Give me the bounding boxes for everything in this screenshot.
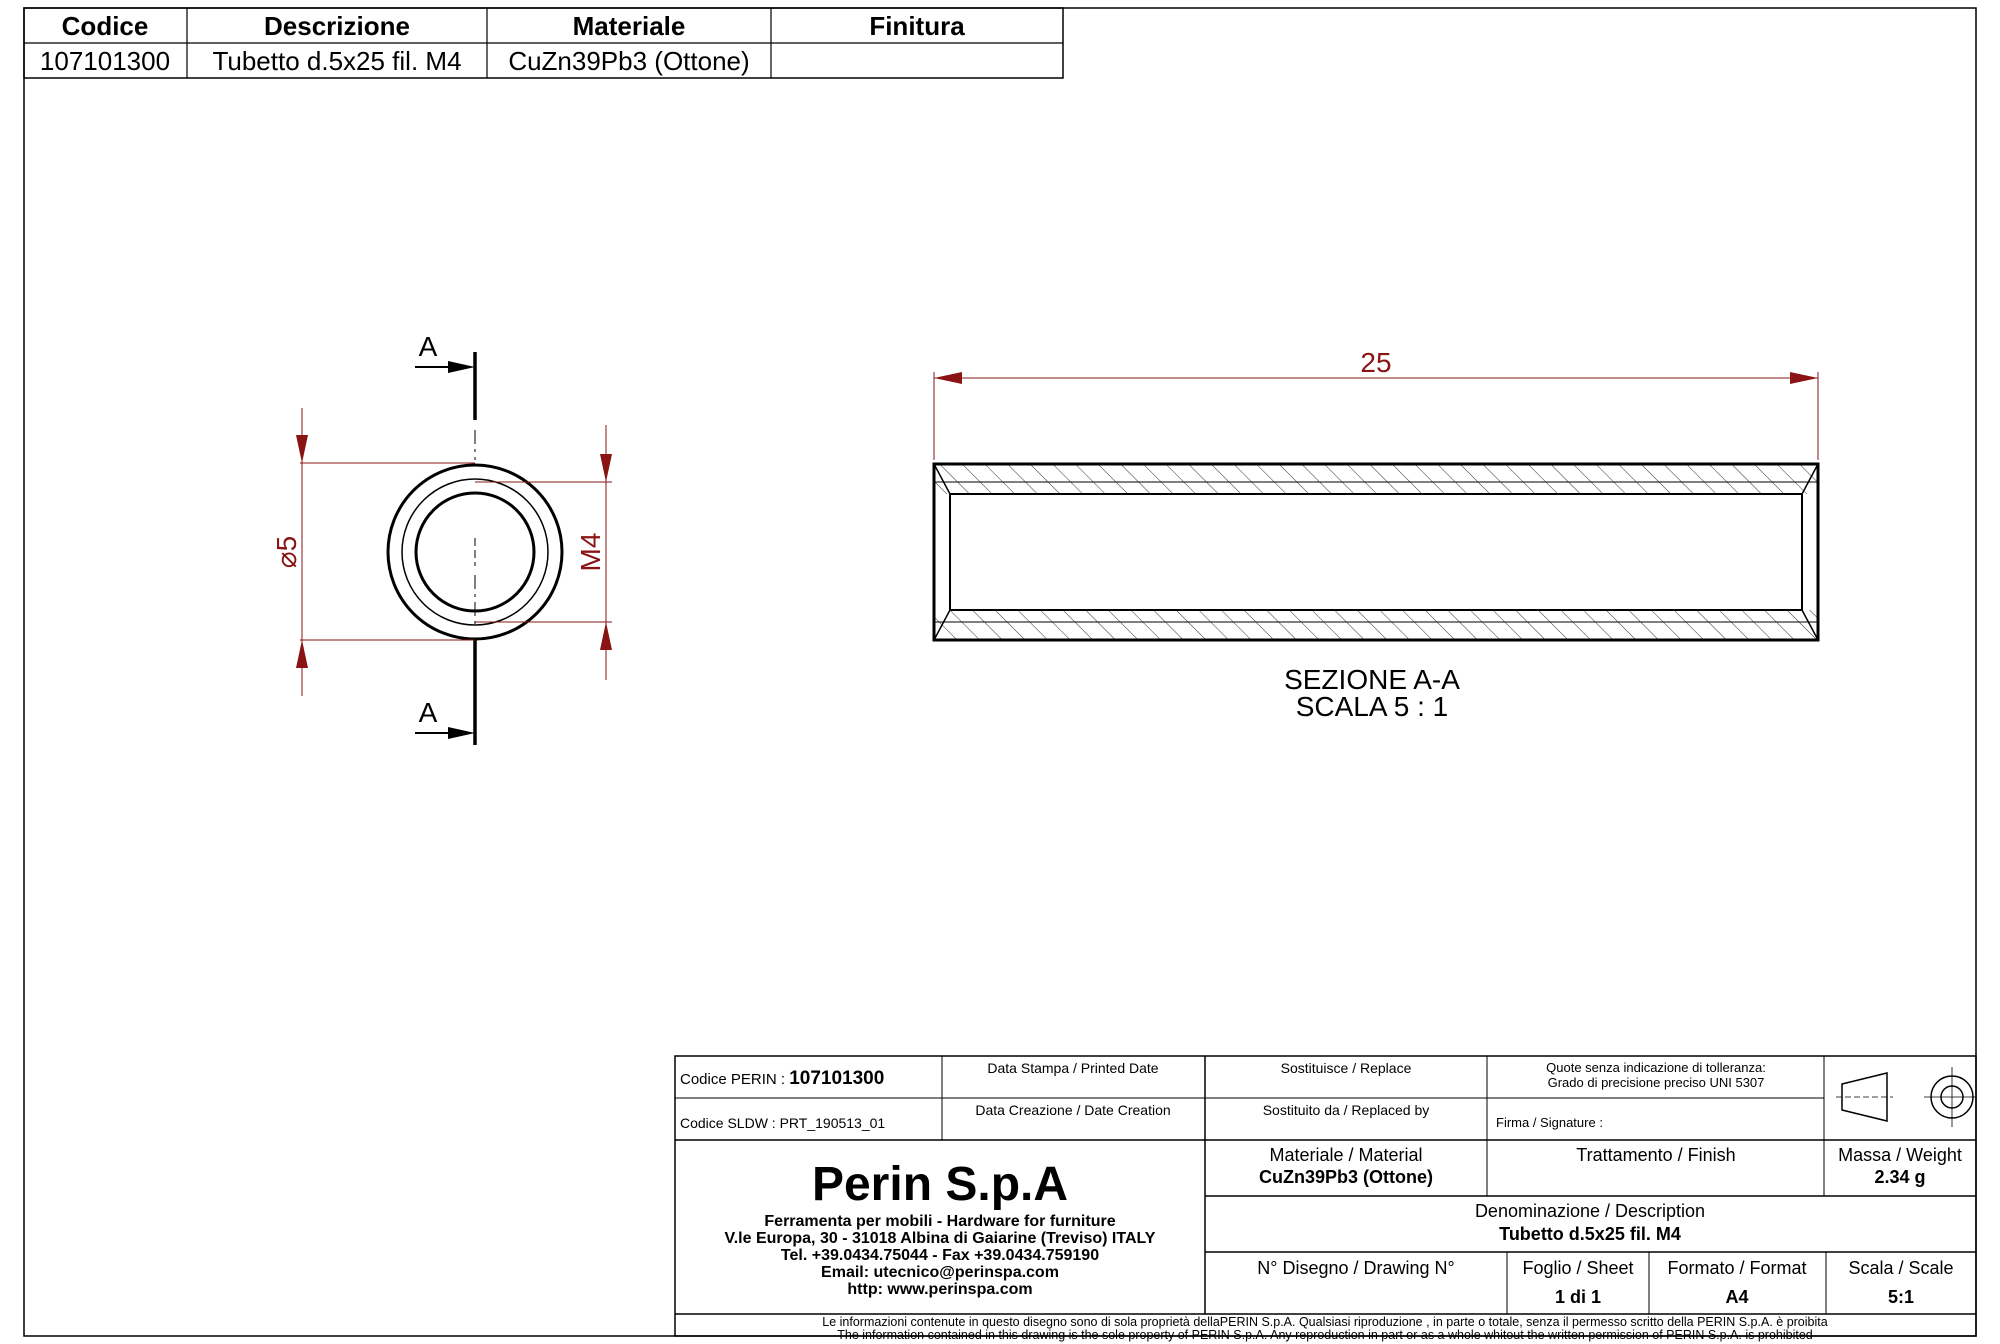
company-line3: Tel. +39.0434.75044 - Fax +39.0434.759190	[780, 1247, 1100, 1264]
disclaimer-en: The information contained in this drawing is the sole property of PERIN S.p.A. Any reproduction in part or as a whole whitout the written permission of PERIN S.p.A. is prohibited	[837, 1328, 1813, 1342]
finish-label: Trattamento / Finish	[1576, 1145, 1736, 1165]
diameter-label: ⌀5	[271, 535, 302, 569]
codice-perin-value: 107101300	[789, 1068, 885, 1089]
diameter-dimension	[271, 408, 475, 696]
disclaimer-it: Le informazioni contenute in questo disegno sono di sola proprietà dellaPERIN S.p.A. Qualsiasi riproduzione , in parte o totale, senza il permesso scritto della PERIN S.p.A. è proibita	[822, 1315, 1828, 1329]
replaced-by-label: Sostituito da / Replaced by	[1262, 1102, 1430, 1118]
title-block	[675, 1056, 1976, 1342]
projection-method-icon	[1836, 1067, 1976, 1127]
section-scale: SCALA 5 : 1	[1295, 691, 1449, 722]
weight-label: Massa / Weight	[1838, 1145, 1962, 1165]
parts-table	[24, 8, 1063, 78]
section-mark-bottom: A	[418, 697, 438, 728]
section-title: SEZIONE A-A	[1284, 664, 1460, 695]
header-descrizione: Descrizione	[264, 11, 410, 41]
printed-date-label: Data Stampa / Printed Date	[987, 1060, 1159, 1076]
replace-label: Sostituisce / Replace	[1280, 1060, 1412, 1076]
header-codice: Codice	[61, 11, 149, 41]
company-name: Perin S.p.A	[811, 1158, 1069, 1211]
material-label: Materiale / Material	[1269, 1145, 1423, 1165]
lower-wall-hatch	[934, 610, 1818, 640]
creation-date-label: Data Creazione / Date Creation	[975, 1102, 1171, 1118]
codice-sldw: Codice SLDW : PRT_190513_01	[680, 1115, 886, 1131]
drawing-no-label: N° Disegno / Drawing N°	[1257, 1258, 1455, 1278]
sheet-label: Foglio / Sheet	[1522, 1258, 1634, 1278]
front-view	[271, 331, 612, 745]
header-materiale: Materiale	[572, 11, 686, 41]
material-value: CuZn39Pb3 (Ottone)	[1259, 1167, 1433, 1187]
cell-codice: 107101300	[39, 46, 171, 76]
codice-perin-label: Codice PERIN :	[680, 1071, 786, 1088]
cell-descrizione: Tubetto d.5x25 fil. M4	[212, 46, 462, 76]
scale-label: Scala / Scale	[1848, 1258, 1954, 1278]
company-line5: http: www.perinspa.com	[847, 1281, 1033, 1298]
section-mark-top: A	[418, 331, 438, 362]
section-view	[934, 347, 1818, 722]
tolerance-line2: Grado di precisione preciso UNI 5307	[1547, 1075, 1765, 1090]
company-line2: V.le Europa, 30 - 31018 Albina di Gaiarine (Treviso) ITALY	[724, 1230, 1156, 1247]
weight-value: 2.34 g	[1874, 1167, 1926, 1187]
signature-label: Firma / Signature :	[1496, 1115, 1603, 1130]
cell-materiale: CuZn39Pb3 (Ottone)	[508, 46, 750, 76]
description-label: Denominazione / Description	[1474, 1201, 1706, 1221]
company-line1: Ferramenta per mobili - Hardware for furniture	[764, 1213, 1116, 1230]
thread-dimension	[475, 425, 612, 680]
description-value: Tubetto d.5x25 fil. M4	[1499, 1224, 1681, 1244]
scale-value: 5:1	[1887, 1287, 1915, 1307]
length-label: 25	[1360, 347, 1392, 378]
header-finitura: Finitura	[869, 11, 965, 41]
company-line4: Email: utecnico@perinspa.com	[821, 1264, 1059, 1281]
tolerance-line1: Quote senza indicazione di tolleranza:	[1546, 1060, 1766, 1075]
sheet-value: 1 di 1	[1554, 1287, 1602, 1307]
format-label: Formato / Format	[1667, 1258, 1807, 1278]
codice-perin	[680, 1068, 884, 1089]
thread-label: M4	[575, 532, 606, 572]
sheet-frame	[24, 8, 1976, 1336]
format-value: A4	[1725, 1287, 1749, 1307]
upper-wall-hatch	[934, 464, 1818, 494]
